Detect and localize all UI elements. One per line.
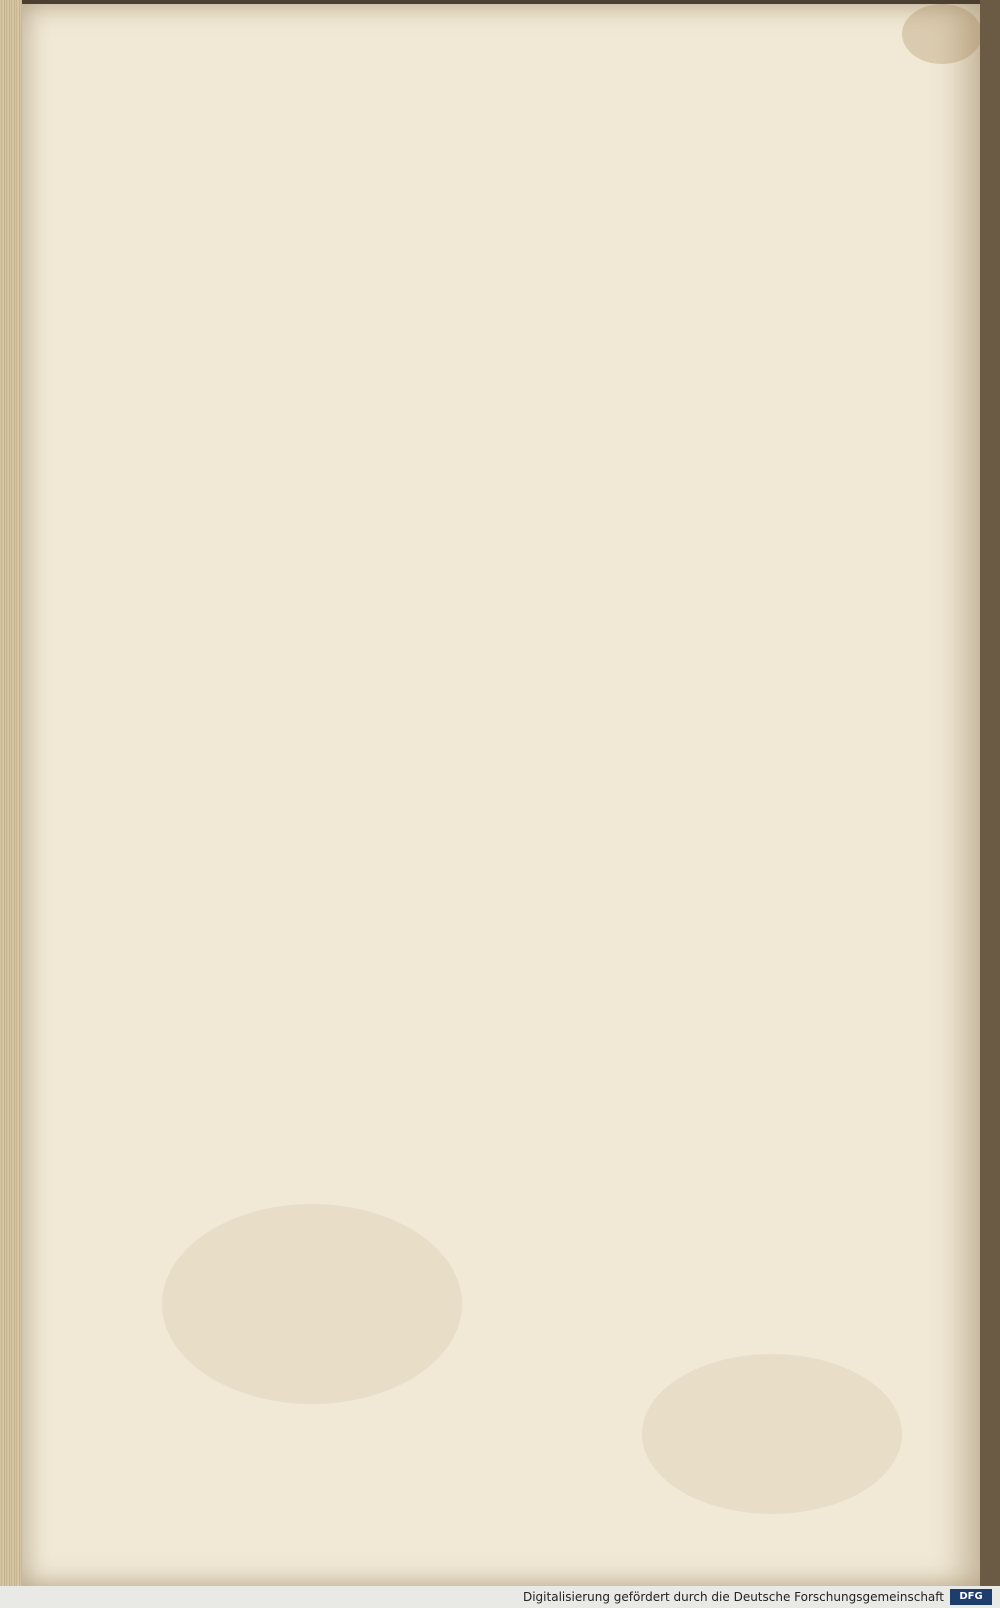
book-page-edges: [0, 0, 22, 1600]
right-scan-strip: [980, 0, 1000, 1608]
footer-bar: [0, 1586, 1000, 1608]
dfg-logo: DFG: [950, 1589, 992, 1605]
paper-stain: [642, 1354, 902, 1514]
paper-stain: [902, 4, 982, 64]
book-page: [22, 4, 980, 1586]
footer-credit: Digitalisierung gefördert durch die Deutsche Forschungsgemeinschaft: [522, 1590, 944, 1604]
paper-stain: [162, 1204, 462, 1404]
